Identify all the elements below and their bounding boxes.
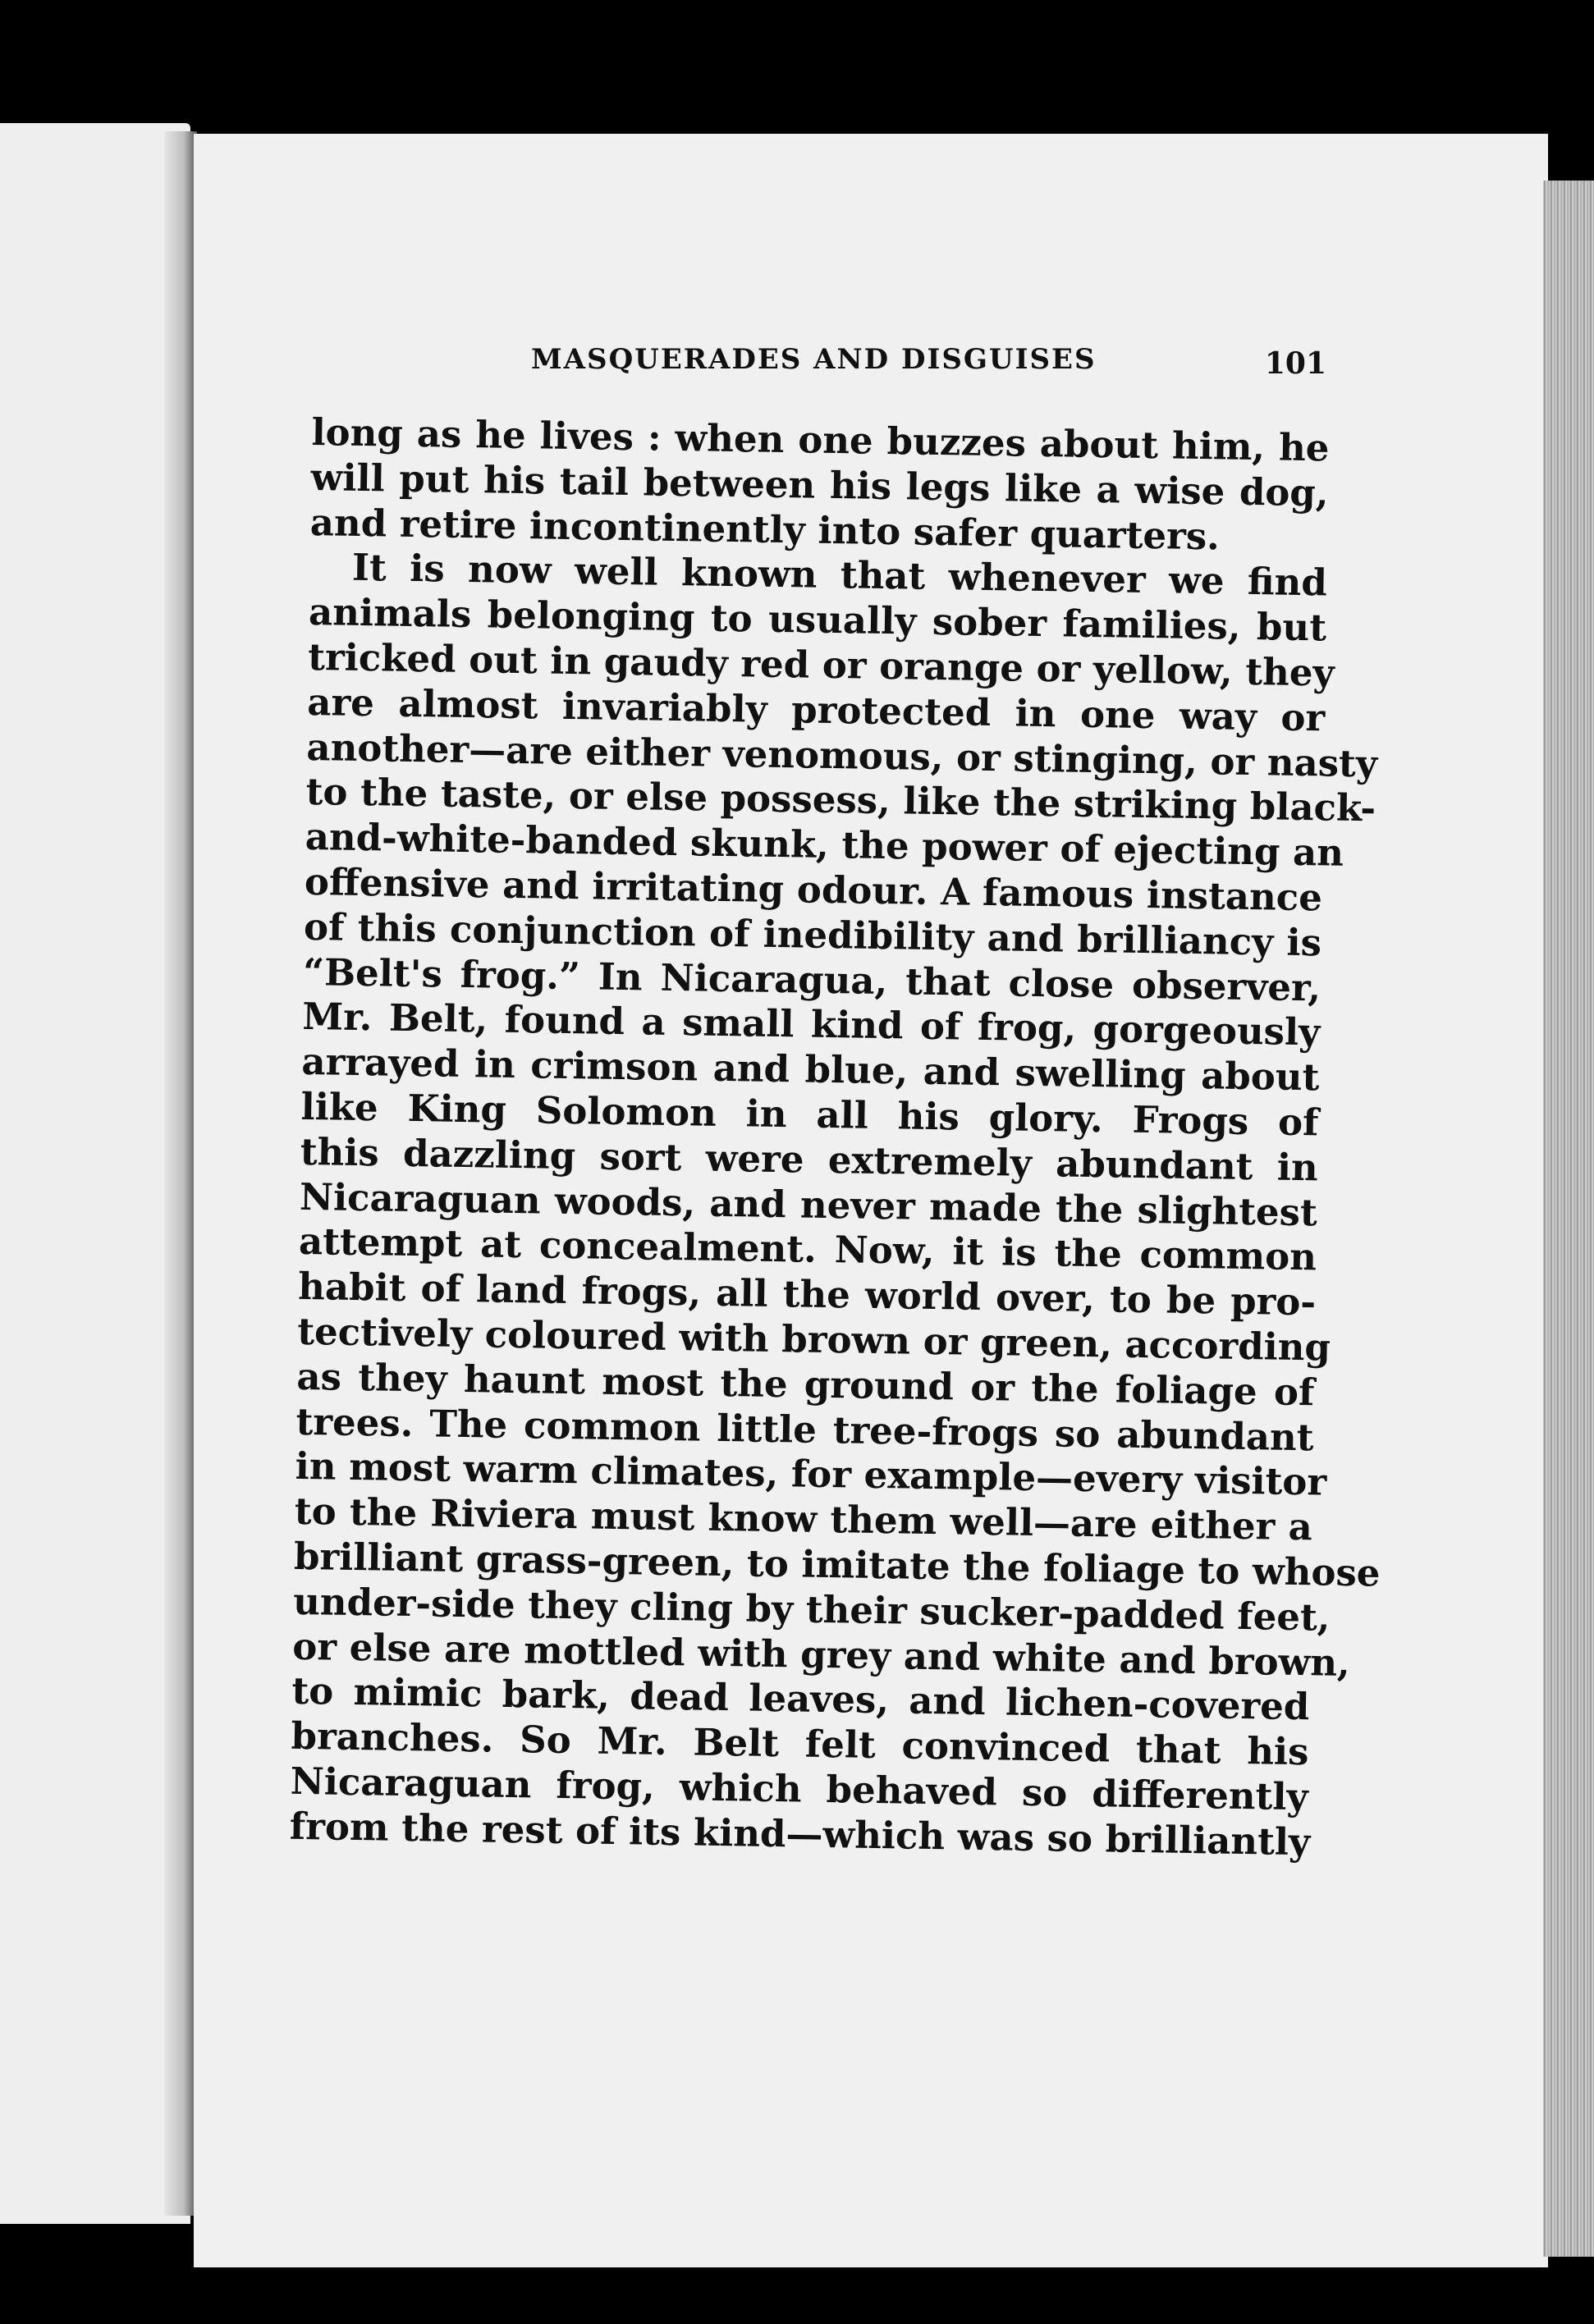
text-line: long as he lives : when one buzzes about him, he bbox=[311, 410, 1330, 470]
text-line: like King Solomon in all his glory. Frogs of bbox=[300, 1084, 1319, 1145]
page-edges bbox=[1543, 181, 1594, 2257]
text-line: this dazzling sort were extremely abundant in bbox=[300, 1129, 1319, 1190]
text-line: animals belonging to usually sober families, but bbox=[308, 590, 1327, 650]
text-line: to the taste, or else possess, like the striking black- bbox=[305, 770, 1376, 830]
text-line: under-side they cling by their sucker-padded feet, bbox=[292, 1579, 1331, 1640]
page-header bbox=[502, 336, 1331, 386]
text-line: attempt at concealment. Now, it is the common bbox=[298, 1219, 1317, 1279]
text-line: and-white-banded skunk, the power of ejecting an bbox=[305, 815, 1344, 875]
text-line: in most warm climates, for example—every visitor bbox=[295, 1444, 1327, 1504]
text-line: trees. The common little tree-frogs so abundant bbox=[295, 1399, 1314, 1459]
text-line: tricked out in gaudy red or orange or yellow, they bbox=[307, 634, 1335, 695]
book-gutter bbox=[164, 131, 197, 2216]
text-line: Nicaraguan frog, which behaved so differently bbox=[290, 1759, 1309, 1819]
text-line: offensive and irritating odour. A famous instance bbox=[304, 859, 1323, 920]
text-line: from the rest of its kind—which was so brilliantly bbox=[289, 1804, 1311, 1864]
text-line: branches. So Mr. Belt felt convinced that his bbox=[291, 1713, 1309, 1774]
text-line: It is now well known that whenever we find bbox=[351, 546, 1328, 605]
facing-page bbox=[0, 123, 190, 2224]
text-line: will put his tail between his legs like a wise dog, bbox=[310, 455, 1329, 515]
text-line: to mimic bark, dead leaves, and lichen-covered bbox=[291, 1669, 1310, 1729]
text-line: as they haunt most the ground or the foliage of bbox=[296, 1354, 1315, 1415]
page-number: 101 bbox=[1264, 346, 1326, 381]
text-line: brilliant grass-green, to imitate the foliage to whose bbox=[293, 1534, 1381, 1595]
text-line: of this conjunction of inedibility and brilliancy is bbox=[303, 904, 1322, 965]
running-title: MASQUERADES AND DISGUISES bbox=[531, 343, 1097, 376]
text-line: tectively coloured with brown or green, according bbox=[296, 1309, 1331, 1370]
text-line: Mr. Belt, found a small kind of frog, gorgeously bbox=[301, 995, 1321, 1054]
text-line: are almost invariably protected in one way or bbox=[307, 679, 1326, 740]
text-line: Nicaraguan woods, and never made the slightest bbox=[299, 1174, 1318, 1234]
text-line: and retire incontinently into safer quarters. bbox=[309, 500, 1221, 558]
text-line: arrayed in crimson and blue, and swelling about bbox=[301, 1040, 1320, 1100]
text-line: another—are either venomous, or stinging, or nasty bbox=[306, 725, 1378, 786]
text-line: to the Riviera must know them well—are either a bbox=[294, 1489, 1313, 1549]
text-line: “Belt's frog.” In Nicaragua, that close observer, bbox=[302, 949, 1321, 1009]
text-line: or else are mottled with grey and white and brown, bbox=[291, 1624, 1351, 1685]
body-text bbox=[289, 410, 1381, 1865]
text-line: habit of land frogs, all the world over, to be pro- bbox=[297, 1265, 1317, 1324]
